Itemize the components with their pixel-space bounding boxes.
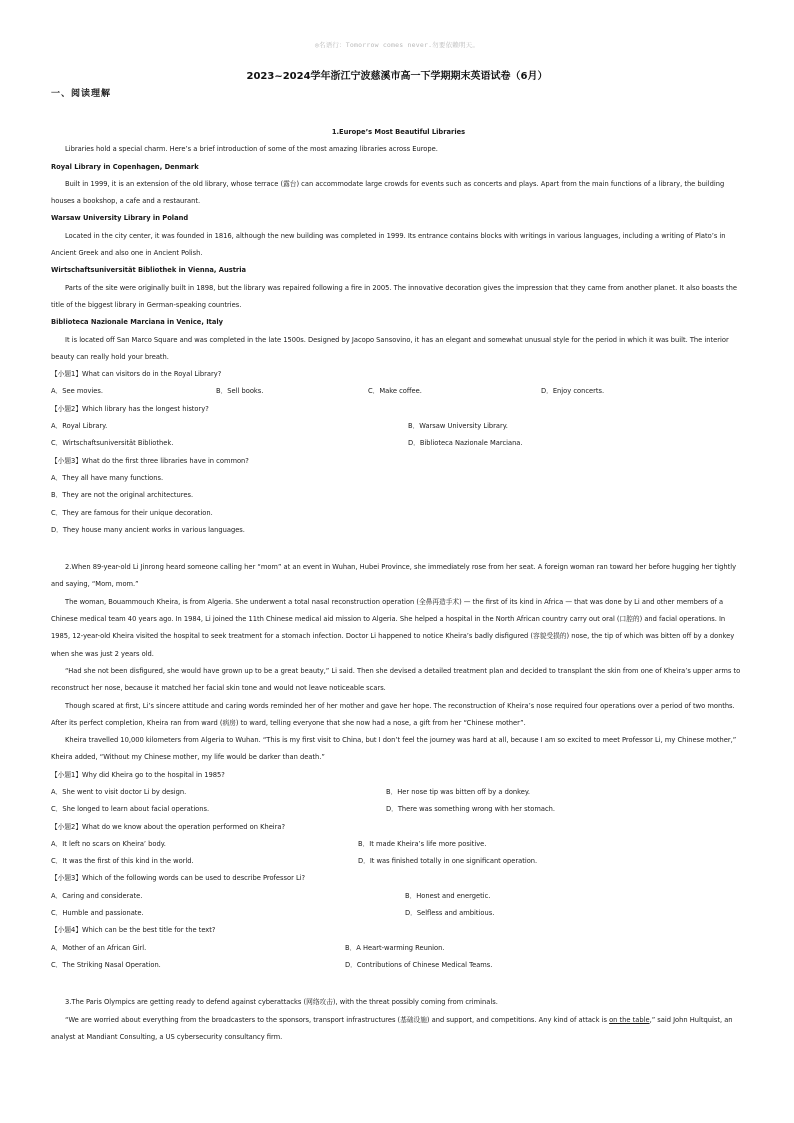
question-options [51, 784, 746, 801]
passage-3-paragraph [51, 1012, 746, 1047]
quote-text-end: ,” said John Hultquist, an analyst at Mandiant Consulting, a US cybersecurity consultancy firm. [51, 1015, 733, 1041]
question-options [51, 801, 746, 818]
question-stem: 【小题3】What do the first three libraries have in common? [51, 456, 249, 465]
question-options [51, 836, 746, 853]
question-options [51, 435, 746, 452]
option-a: A．See movies. [51, 387, 104, 396]
library-heading: Warsaw University Library in Poland [51, 214, 189, 223]
question-stem: 【小题1】What can visitors do in the Royal Library? [51, 370, 222, 379]
option-d: D．Enjoy concerts. [541, 387, 605, 396]
option-d: D．Biblioteca Nazionale Marciana. [408, 439, 523, 448]
section-heading: 一、阅读理解 [51, 89, 112, 99]
option-c: C．Make coffee. [368, 387, 422, 396]
option-b: B．Sell books. [216, 387, 264, 396]
option-c: C．The Striking Nasal Operation. [51, 960, 161, 969]
library-heading: Royal Library in Copenhagen, Denmark [51, 162, 199, 171]
option-b: B．Warsaw University Library. [408, 422, 508, 431]
option-c: C．Wirtschaftsuniversität Bibliothek. [51, 439, 174, 448]
option-a: A．She went to visit doctor Li by design. [51, 787, 187, 796]
underlined-phrase: on the table [609, 1015, 650, 1024]
watermark: ◎名语行：Tomorrow comes never.勿要依赖明天。 [314, 41, 480, 49]
option-d: D．They house many ancient works in various languages. [51, 525, 245, 534]
question-stem: 【小题2】What do we know about the operation performed on Kheira? [51, 822, 286, 831]
option-b: B．A Heart-warming Reunion. [345, 943, 445, 952]
option-c: C．They are famous for their unique decoration. [51, 508, 213, 517]
question-options [51, 853, 746, 870]
question-stem: 【小题2】Which library has the longest history? [51, 404, 209, 413]
option-d: D．It was finished totally in one significant operation. [358, 857, 538, 866]
option-a: A．Mother of an African Girl. [51, 943, 147, 952]
option-b: B．Honest and energetic. [405, 891, 491, 900]
option-a: A．Caring and considerate. [51, 891, 143, 900]
option-d: D．Contributions of Chinese Medical Teams. [345, 960, 493, 969]
option-d: D．Selfless and ambitious. [405, 909, 495, 918]
question-options [51, 905, 746, 922]
passage-1-title: 1.Europe’s Most Beautiful Libraries [331, 128, 466, 136]
quote-text: “We are worried about everything from the broadcasters to the sponsors, transport infrastructures (基础设施) and support, and competitions. Any kind of attack is [65, 1015, 610, 1024]
library-paragraph: Parts of the site were originally built in 1898, but the library was repaired following a fire in 2005. The innovative decoration gives the impression that they came from another planet. It also boasts the title of the biggest library in German-speaking countries. [51, 283, 737, 309]
option-c: C．It was the first of this kind in the world. [51, 857, 194, 866]
passage-2-paragraph: 2.When 89-year-old Li Jinrong heard someone calling her “mom” at an event in Wuhan, Hubei Province, she immediately rose from her seat. A foreign woman ran toward her before hugging her tightly and saying, “Mom, mom.” [51, 563, 737, 589]
page-title: 2023~2024学年浙江宁波慈溪市高一下学期期末英语试卷（6月） [246, 71, 548, 82]
option-b: B．They are not the original architectures. [51, 491, 194, 500]
library-paragraph: Located in the city center, it was founded in 1816, although the new building was completed in 1999. Its entrance contains blocks with writings in various languages, including a writing of Plato’s in Ancient Greek and also one in Ancient Polish. [51, 231, 726, 258]
passage-2-paragraph: Though scared at first, Li’s sincere attitude and caring words reminded her of her mother and gave her hope. The reconstruction of Kheira’s nose required four operations over a period of two months. After its perfect completion, Kheira ran from ward (病房) to ward, telling everyone that she now had a nose, a gift from her “Chinese mother”. [51, 701, 735, 727]
question-options [51, 957, 746, 974]
question-options [51, 418, 746, 435]
passage-2-paragraph: “Had she not been disfigured, she would have grown up to be a great beauty,” Li said. Then she devised a detailed treatment plan and decided to transplant the skin from one of Kheira’s upper arms to reconstruct her nose, because it matched her facial skin tone and would not leave noticeable scars. [51, 666, 741, 693]
option-a: A．Royal Library. [51, 422, 108, 431]
passage-3-paragraph: 3.The Paris Olympics are getting ready to defend against cyberattacks (网络攻击), with the threat possibly coming from criminals. [65, 998, 498, 1007]
question-options [51, 383, 746, 400]
library-paragraph: Built in 1999, it is an extension of the old library, whose terrace (露台) can accommodate large crowds for events such as concerts and plays. Apart from the main functions of a library, the building houses a bookshop, a cafe and a restaurant. [51, 179, 725, 206]
question-options [51, 940, 746, 957]
question-stem: 【小题4】Which can be the best title for the text? [51, 926, 216, 935]
question-options [51, 888, 746, 905]
option-a: A．It left no scars on Kheira’ body. [51, 839, 166, 848]
library-heading: Wirtschaftsuniversität Bibliothek in Vienna, Austria [51, 266, 246, 275]
option-c: C．Humble and passionate. [51, 909, 144, 918]
option-a: A．They all have many functions. [51, 473, 164, 482]
passage-1-intro: Libraries hold a special charm. Here’s a brief introduction of some of the most amazing libraries across Europe. [65, 145, 438, 154]
option-b: B．Her nose tip was bitten off by a donkey. [386, 787, 531, 796]
passage-2-paragraph: The woman, Bouammouch Kheira, is from Algeria. She underwent a total nasal reconstruction operation (全鼻再造手术) — the first of its kind in Africa — that was done by Li and other members of a Chinese medical team 40 years ago. In 1984, Li joined the 11th Chinese medical aid mission to Algeria. She helped a hospital in the North African country carry out oral (口腔的) and facial operations. In 1985, 12-year-old Kheira visited the hospital to seek treatment for a stomach infection. Doctor Li happened to notice Kheira’s badly disfigured (容貌受损的) nose, the tip of which was bitten off by a donkey when she was just 2 years old. [51, 597, 735, 658]
option-b: B．It made Kheira’s life more positive. [358, 839, 487, 848]
question-stem: 【小题3】Which of the following words can be used to describe Professor Li? [51, 874, 306, 883]
library-paragraph: It is located off San Marco Square and was completed in the late 1500s. Designed by Jacopo Sansovino, it has an elegant and somewhat unusual style for the period in which it was built. The interior beauty can really hold your breath. [51, 335, 729, 361]
question-stem: 【小题1】Why did Kheira go to the hospital in 1985? [51, 770, 225, 779]
library-heading: Biblioteca Nazionale Marciana in Venice, Italy [51, 318, 224, 327]
option-c: C．She longed to learn about facial operations. [51, 805, 210, 814]
option-d: D．There was something wrong with her stomach. [386, 805, 555, 814]
document-body [51, 124, 746, 1046]
passage-2-paragraph: Kheira travelled 10,000 kilometers from Algeria to Wuhan. “This is my first visit to China, but I don’t feel the journey was hard at all, because I am so excited to meet Professor Li, my Chinese mother,” Kheira added, “Without my Chinese mother, my life would be darker than death.” [51, 736, 737, 762]
